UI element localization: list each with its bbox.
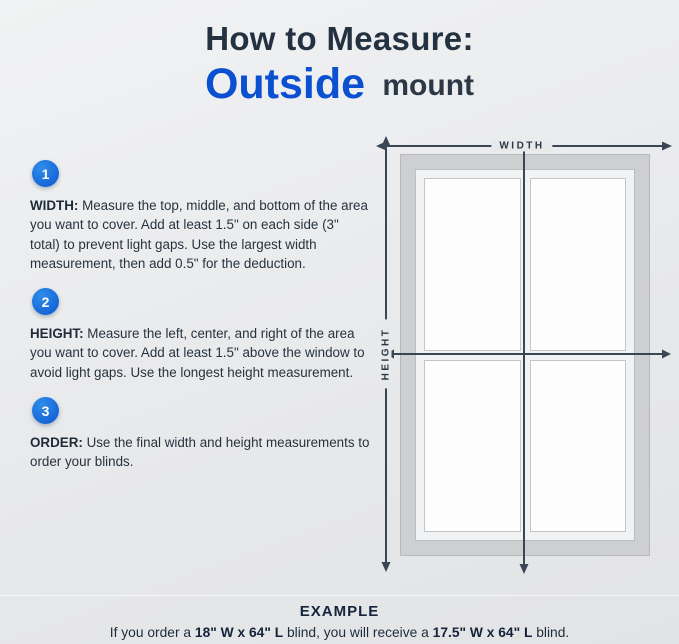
header <box>0 20 679 109</box>
step-1-text <box>30 196 370 273</box>
step-width <box>30 160 370 273</box>
arrow-up-icon <box>382 136 391 146</box>
example-middle: blind, you will receive a <box>283 625 433 640</box>
step-3-label: ORDER: <box>30 435 83 451</box>
step-2-badge: 2 <box>32 288 59 315</box>
step-1-label: WIDTH: <box>30 198 79 213</box>
example-sentence <box>0 625 679 640</box>
step-1-badge: 1 <box>32 160 59 187</box>
example-receive-size: 17.5" W x 64" L <box>432 625 533 640</box>
step-2-label: HEIGHT: <box>30 326 84 342</box>
subtitle-accent: Outside <box>204 60 366 108</box>
page-title: How to Measure: <box>205 20 474 57</box>
step-3-text <box>30 433 370 472</box>
arrow-down-icon <box>520 564 529 574</box>
step-order <box>30 397 370 472</box>
window-diagram <box>372 132 672 577</box>
measurement-overlay <box>372 132 672 577</box>
arrow-down-icon <box>382 562 391 572</box>
subtitle-rest: mount <box>374 69 475 102</box>
example-section <box>0 595 679 640</box>
example-order-size: 18" W x 64" L <box>194 625 284 640</box>
step-height <box>30 288 370 382</box>
width-label: WIDTH <box>491 141 552 152</box>
step-3-body: Use the final width and height measurements to order your blinds. <box>30 435 370 470</box>
step-3-badge: 3 <box>32 397 59 424</box>
height-label: HEIGHT <box>381 320 392 389</box>
arrow-right-icon <box>662 350 671 359</box>
step-2-text <box>30 324 370 382</box>
example-prefix: If you order a <box>109 625 195 640</box>
arrow-right-icon <box>662 142 672 151</box>
page-subtitle <box>0 60 679 109</box>
step-2-body: Measure the left, center, and right of the area you want to cover. Add at least 1.5" above the window to avoid light gaps. Use the longest height measurement. <box>30 326 365 380</box>
example-suffix: blind. <box>532 625 570 640</box>
step-1-body: Measure the top, middle, and bottom of the area you want to cover. Add at least 1.5" on each side (3" total) to prevent light gaps. Use the largest width measurement, then add 0.5" for the deduction. <box>30 198 368 271</box>
steps-list <box>30 160 370 487</box>
example-heading: EXAMPLE <box>299 603 380 620</box>
